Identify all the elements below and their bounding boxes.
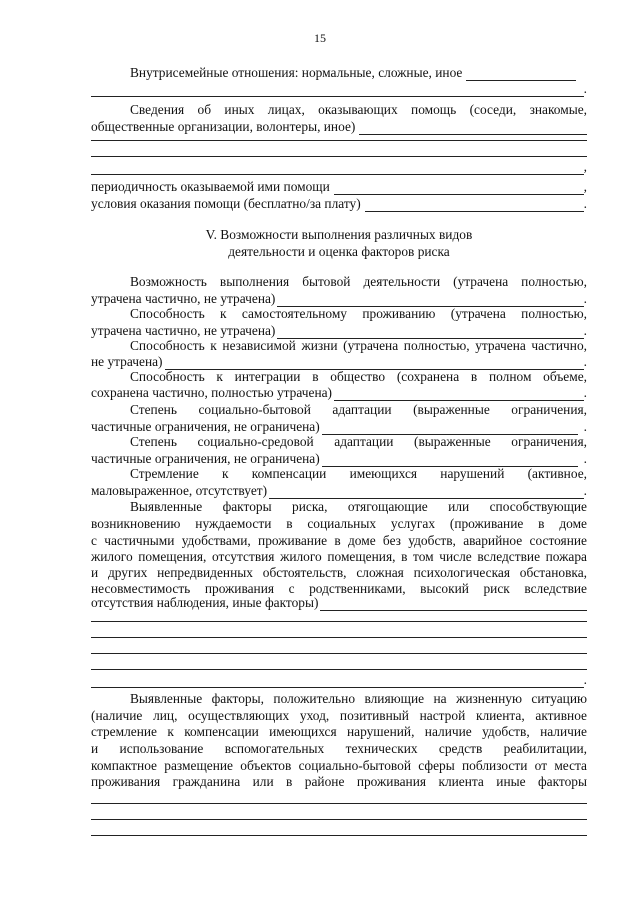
- helpers-line-end: [91, 158, 587, 175]
- family-relations-label: Внутрисемейные отношения: нормальные, сложные, иное: [130, 65, 463, 80]
- end-period: .: [583, 385, 587, 400]
- blank-line[interactable]: [91, 803, 587, 804]
- frequency-field: [91, 178, 587, 195]
- positive-factors-line-1: Выявленные факторы, положительно влияющие на жизненную ситуацию: [130, 691, 587, 706]
- risk-factors-line-2: возникновению нуждаемости в социальных услугах (проживание в доме: [91, 516, 587, 531]
- social-domestic-text: Степень социально-бытовой адаптации (выраженные ограничения,: [130, 402, 587, 417]
- conditions-field: [91, 195, 587, 212]
- end-period: .: [583, 323, 587, 338]
- conditions-label: условия оказания помощи (бесплатно/за плату): [91, 196, 361, 211]
- blank-line[interactable]: [91, 835, 587, 836]
- end-period: .: [583, 81, 587, 96]
- positive-factors-line-3: стремление к компенсации имеющихся нарушений, наличие удобств, наличие: [91, 724, 587, 739]
- blank-line[interactable]: [91, 819, 587, 820]
- autonomous-life-options: не утрачена): [91, 354, 163, 369]
- helpers-blank[interactable]: [359, 122, 587, 135]
- positive-factors-line-2: (наличие лиц, осуществляющих уход, позитивный настрой клиента, активное: [91, 708, 587, 723]
- page-number: 15: [314, 31, 326, 45]
- integration-options: сохранена частично, полностью утрачена): [91, 385, 333, 400]
- risk-factors-line-1: Выявленные факторы риска, отягощающие или способствующие: [130, 499, 587, 514]
- section-heading-line-1: V. Возможности выполнения различных видов: [205, 227, 473, 242]
- positive-factors-line-5: компактное размещение объектов социально-бытовой сферы поблизости от места: [91, 758, 587, 773]
- compensation-field: [91, 482, 587, 499]
- end-period: .: [583, 291, 587, 306]
- family-relations-line-2: [91, 80, 587, 97]
- end-comma: ,: [583, 179, 587, 194]
- blank-line[interactable]: [91, 653, 587, 654]
- blank-line[interactable]: [91, 156, 587, 157]
- helpers-text-line-1: Сведения об иных лицах, оказывающих помощь (соседи, знакомые,: [130, 102, 587, 117]
- blank-line[interactable]: [91, 637, 587, 638]
- family-relations-field: [130, 64, 587, 81]
- risk-factors-blank-end[interactable]: [91, 675, 584, 688]
- blank-line[interactable]: [91, 669, 587, 670]
- autonomous-life-text: Способность к независимой жизни (утрачена полностью, утрачена частично,: [130, 338, 587, 353]
- household-activity-text: Возможность выполнения бытовой деятельности (утрачена полностью,: [130, 274, 587, 289]
- integration-blank[interactable]: [334, 388, 584, 401]
- blank-line[interactable]: [91, 140, 587, 141]
- independent-living-options: утрачена частично, не утрачена): [91, 323, 276, 338]
- helpers-field: [91, 118, 587, 135]
- risk-factors-line-end: [91, 671, 587, 688]
- end-period: .: [583, 354, 587, 369]
- blank-line[interactable]: [91, 621, 587, 622]
- section-heading-line-2: деятельности и оценка факторов риска: [228, 244, 450, 259]
- positive-factors-line-4: и использование вспомогательных технических средств реабилитации,: [91, 741, 587, 756]
- conditions-blank[interactable]: [365, 199, 584, 212]
- risk-factors-line-5: и других непредвиденных обстоятельств, сложная психологическая обстановка,: [91, 565, 587, 580]
- household-activity-options: утрачена частично, не утрачена): [91, 291, 276, 306]
- social-environment-options: частичные ограничения, не ограничена): [91, 451, 320, 466]
- integration-field: [91, 384, 587, 401]
- social-domestic-options: частичные ограничения, не ограничена): [91, 419, 320, 434]
- frequency-blank[interactable]: [334, 182, 584, 195]
- risk-factors-line-4: жилого помещения, отсутствия жилого помещения, в том числе вследствие пожара: [91, 549, 587, 564]
- helpers-blank-end[interactable]: [91, 162, 584, 175]
- risk-factors-line-6: несовместимость проживания с родственниками, высокий риск вследствие: [91, 581, 587, 596]
- compensation-options: маловыраженное, отсутствует): [91, 483, 268, 498]
- positive-factors-line-6: проживания гражданина или в районе проживания клиента иные факторы: [91, 774, 587, 789]
- end-period: .: [583, 451, 587, 466]
- end-period: .: [583, 419, 587, 434]
- frequency-label: периодичность оказываемой ими помощи: [91, 179, 330, 194]
- risk-factors-field: [91, 594, 587, 611]
- helpers-label: общественные организации, волонтеры, иное): [91, 119, 356, 134]
- compensation-text: Стремление к компенсации имеющихся нарушений (активное,: [130, 466, 587, 481]
- end-comma: ,: [583, 159, 587, 174]
- family-relations-blank-2[interactable]: [91, 84, 584, 97]
- social-environment-text: Степень социально-средовой адаптации (выраженные ограничения,: [130, 434, 587, 449]
- independent-living-text: Способность к самостоятельному проживанию (утрачена полностью,: [130, 306, 587, 321]
- integration-text: Способность к интеграции в общество (сохранена в полном объеме,: [130, 369, 587, 384]
- end-period: .: [583, 672, 587, 687]
- risk-factors-options: отсутствия наблюдения, иные факторы): [91, 595, 319, 610]
- risk-factors-blank[interactable]: [320, 598, 587, 611]
- end-period: .: [583, 483, 587, 498]
- end-period: .: [583, 196, 587, 211]
- risk-factors-line-3: с частичными удобствами, проживание в доме без удобств, аварийное состояние: [91, 533, 587, 548]
